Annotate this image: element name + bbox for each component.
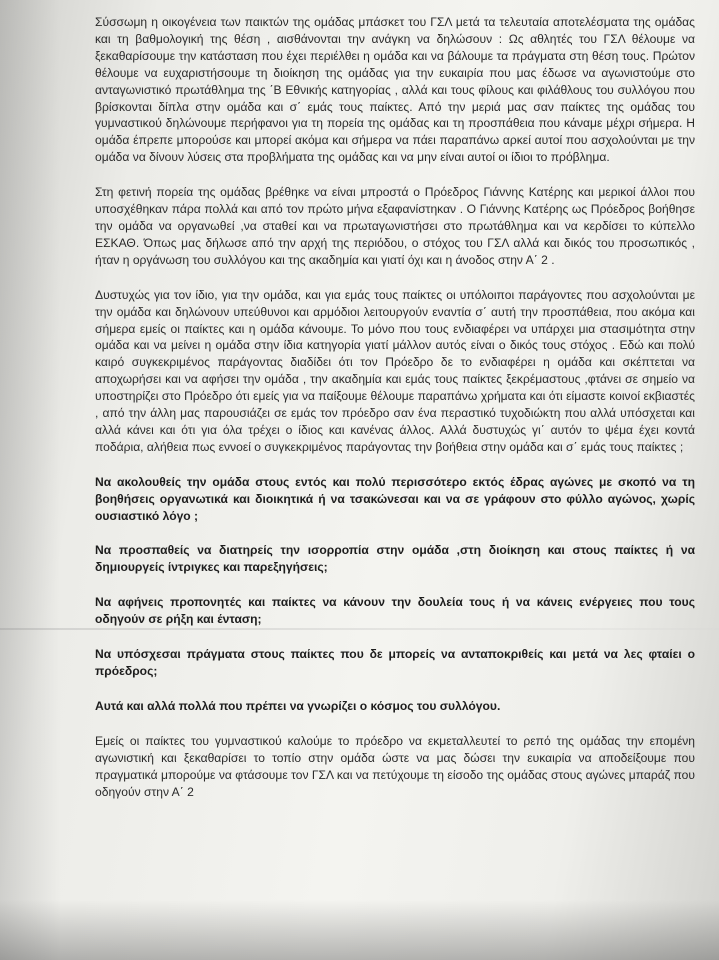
paragraph-intro: Σύσσωμη η οικογένεια των παικτών της ομάδας μπάσκετ του ΓΣΛ μετά τα τελευταία αποτελέσματα της ομάδας και τη βαθμολογική της θέση , αισθάνονται την ανάγκη να δηλώσουν : Ως αθλητές του ΓΣΛ θέλουμε να ξεκαθαρίσουμε την κατάσταση που έχει περιέλθει η ομάδα και να βάλουμε τα πράγματα στη θέση τους. Πρώτον θέλουμε να ευχαριστήσουμε τη διοίκηση της ομάδας για την ευκαιρία που μας έδωσε να αγωνιστούμε στο ανταγωνιστικό πρωτάθλημα της ΄Β Εθνικής κατηγορίας , αλλά και τους φίλους και φιλάθλους του συλλόγου που βρίσκονται δίπλα στην ομάδα και σ΄ εμάς τους παίκτες. Από την μεριά μας σαν παίκτες της ομάδας του γυμναστικού δηλώνουμε περήφανοι για τη πορεία της ομάδας και τη προσπάθεια που κάναμε μέχρι σήμερα. Η ομάδα έπρεπε μπορούσε και μπορεί ακόμα και σήμερα να πάει παραπάνω αρκεί αυτοί που ασχολούνται με την ομάδα να δίνουν λύσεις στα προβλήματα της ομάδας και να μην είναι αυτοί οι ίδιοι το πρόβλημα. (95, 15, 695, 165)
letter-body (95, 14, 695, 818)
bold-statement-club: Αυτά και αλλά πολλά που πρέπει να γνωρίζει ο κόσμος του συλλόγου. (95, 698, 501, 713)
paragraph-unfortunately: Δυστυχώς για τον ίδιο, για την ομάδα, και για εμάς τους παίκτες οι υπόλοιποι παράγοντες που ασχολούνται με την ομάδα και δηλώνουν υπεύθυνοι και αρμόδιοι λειτουργούν εναντία σ΄ αυτή την προσπάθεια, που ακόμα και σήμερα εμείς οι παίκτες και η ομάδα κάνουμε. Το μόνο που τους ενδιαφέρει να υπάρχει μια στασιμότητα στην ομάδα και να μείνει η ομάδα στην ίδια κατηγορία γιατί μάλλον αυτός είναι ο δικός τους στόχος . Εδώ και πολύ καιρό συγκεκριμένος παράγοντας διαδίδει ότι τον Πρόεδρο δε το ενδιαφέρει η ομάδα και σκέπτεται να αποχωρήσει και να αφήσει την ομάδα , την ακαδημία και εμάς τους παίκτες ξεκρέμαστους ,φτάνει σε σημείο να υποστηρίζει στο Πρόεδρο ότι εμείς για να παίξουμε θέλουμε παραπάνω χρήματα και ότι είμαστε κοινοί εκβιαστές , από την άλλη μας παρουσιάζει σε εμάς τον πρόεδρο σαν ένα περαστικό τυχοδιώκτη που αλλά υπόσχεται και αλλά κάνει και ότι για όλα τρέχει ο ίδιος και κανένας άλλος. Αλλά δυστυχώς γι΄ αυτόν το ψέμα έχει κοντά ποδάρια, αλήθεια πως εννοεί ο συγκεκριμένος παράγοντας την βοήθεια στην ομάδα και σ΄ εμάς τους παίκτες ; (95, 287, 695, 454)
bold-question-balance: Να προσπαθείς να διατηρείς την ισορροπία στην ομάδα ,στη διοίκηση και στους παίκτες ή να δημιουργείς ίντριγκες και παρεξηγήσεις; (95, 543, 695, 575)
bold-question-follow-team: Να ακολουθείς την ομάδα στους εντός και πολύ περισσότερο εκτός έδρας αγώνες με σκοπό να τη βοηθήσεις οργανωτικά και διοικητικά ή να τσακώνεσαι και να σε γράφουν στο φύλλο αγώνος, χωρίς ουσιαστικό λόγο ; (95, 474, 695, 523)
left-shadow (0, 0, 60, 960)
bottom-shadow (0, 900, 719, 960)
bold-question-coaches: Να αφήνεις προπονητές και παίκτες να κάνουν την δουλεία τους ή να κάνεις ενέργειες που τους οδηγούν σε ρήξη και ένταση; (95, 595, 695, 627)
paragraph-closing: Εμείς οι παίκτες του γυμναστικού καλούμε το πρόεδρο να εκμεταλλευτεί το ρεπό της ομάδας την επομένη αγωνιστική και ξεκαθαρίσει το τοπίο στην ομάδα ώστε να μας δώσει την ευκαιρία να αποδείξουμε που πραγματικά μπορούμε να φτάσουμε τον ΓΣΛ και να πετύχουμε τη είσοδο της ομάδας στους αγώνες μπαράζ που οδηγούν στην Α΄ 2 (95, 733, 695, 799)
bold-question-promises: Να υπόσχεσαι πράγματα στους παίκτες που δε μπορείς να ανταποκριθείς και μετά να λες φταίει ο πρόεδρος; (95, 647, 695, 678)
paragraph-president: Στη φετινή πορεία της ομάδας βρέθηκε να είναι μπροστά ο Πρόεδρος Γιάννης Κατέρης και μερικοί άλλοι που υποσχέθηκαν πάρα πολλά και από τον πρώτο μήνα εξαφανίστηκαν . Ο Γιάννης Κατέρης ως Πρόεδρος βοήθησε την ομάδα να οργανωθεί ,να σταθεί και να πρωταγωνιστήσει στο πρωτάθλημα και να κερδίσει το κύπελλο ΕΣΚΑΘ. Όπως μας δήλωσε από την αρχή της περιόδου, ο στόχος του ΓΣΛ αλλά και δικός του προσωπικός , ήταν η οργάνωση του συλλόγου και της ακαδημία και γιατί όχι και η άνοδος στην Α΄ 2 . (95, 185, 695, 267)
